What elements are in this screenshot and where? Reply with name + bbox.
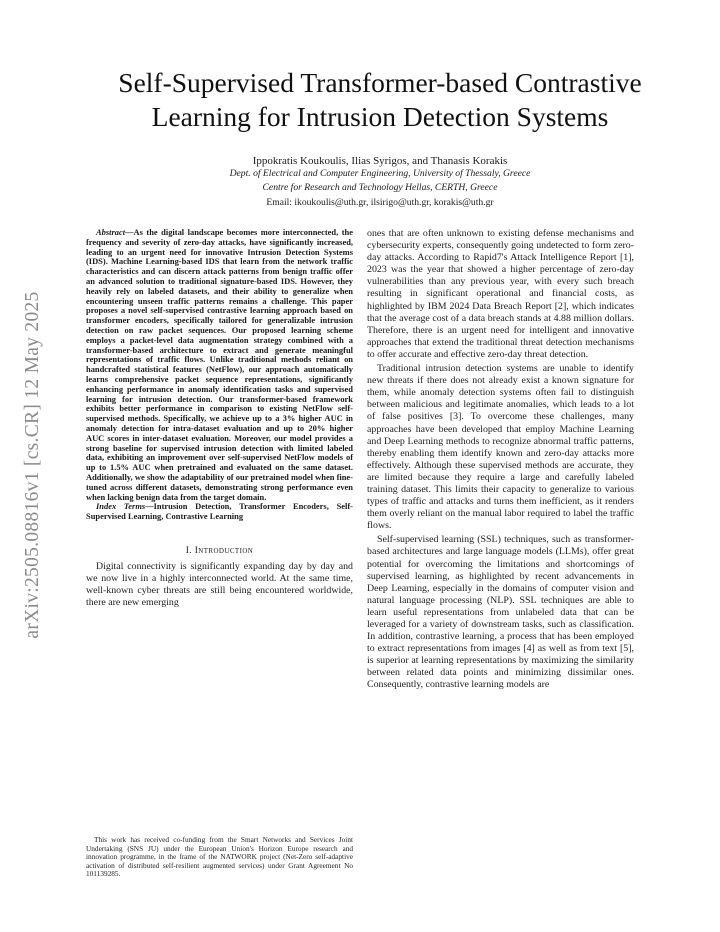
intro-paragraph-continued: ones that are often unknown to existing defense mechanisms and cybersecurity experts, consequently going undetected to form zero-day attacks. According to Rapid7's Attack Intelligence Report [1], 2023 was the year that showed a higher percentage of zero-day vulnerabilities than any previous year, with every such breach resulting in significant operational and financial costs, as highlighted by IBM 2024 Data Breach Report [2], which indicates that the average cost of a data breach stands at 4.88 million dollars. Therefore, there is an urgent need for intelligent and innovative approaches that extend the traditional threat detection mechanisms to offer accurate and effective zero-day threat detection.	[367, 228, 634, 360]
funding-footnote: This work has received co-funding from the Smart Networks and Services Joint Undertaking (SNS JU) under the European Union's Horizon Europe research and innovation programme, in the frame of the NATWORK project (Net-Zero self-adaptive activation of distributed self-resilient augmented services) under Grant Agreement No 101139285.	[86, 835, 353, 879]
abstract-label: Abstract	[96, 227, 126, 237]
section-heading-introduction: I. Introduction	[185, 545, 254, 556]
intro-paragraph-2: Traditional intrusion detection systems are unable to identify new threats if there does not already exist a known signature for them, while anomaly detection systems often fail to distinguish between malicious and legitimate anomalies, which leads to a lot of false positives [3]. To overcome these challenges, many approaches have been developed that employ Machine Learning and Deep Learning methods to recognize abnormal traffic patterns, thereby enabling them identify known and zero-day attacks more effectively. Although these supervised methods are accurate, they are limited because they require a large and carefully labeled training dataset. This limits their capacity to generalize to various types of traffic and attacks and turns them inefficient, as it renders them overly reliant on the manual labor required to label the traffic flows.	[367, 363, 634, 532]
index-terms-text: —Intrusion Detection, Transformer Encoders, Self-Supervised Learning, Contrastive Learning	[86, 501, 353, 522]
paper-title: Self-Supervised Transformer-based Contrastive Learning for Intrusion Detection Systems	[118, 67, 642, 132]
intro-paragraph-3: Self-supervised learning (SSL) techniques, such as transformer-based architectures and large language models (LLMs), offer great potential for overcoming the limitations and shortcomings of supervised learning, as highlighted by recent advancements in Deep Learning, especially in the domains of computer vision and natural language processing (NLP). SSL techniques are able to learn useful representations from unlabeled data that can be leveraged for a variety of downstream tasks, such as classification. In addition, contrastive learning, a process that has been employed to extract representations from images [4] as well as from text [5], is superior at learning representations by maximizing the similarity between related data points and minimizing dissimilar ones. Consequently, contrastive learning models are	[367, 534, 634, 691]
index-terms	[86, 502, 353, 522]
author-list: Ippokratis Koukoulis, Ilias Syrigos, and Thanasis Korakis	[252, 155, 508, 167]
affiliation-2: Centre for Research and Technology Hellas, CERTH, Greece	[262, 182, 498, 193]
affiliation-1: Dept. of Electrical and Computer Engineering, University of Thessaly, Greece	[229, 168, 531, 179]
abstract	[86, 228, 353, 502]
intro-paragraph-1: Digital connectivity is significantly expanding day by day and we now live in a highly interconnected world. At the same time, well-known cyber threats are still being encountered worldwide, there are new emerging	[86, 560, 353, 609]
author-emails: Email: ikoukoulis@uth.gr, ilsirigo@uth.gr, korakis@uth.gr	[266, 197, 494, 208]
abstract-text: —As the digital landscape becomes more interconnected, the frequency and severity of zero-day attacks, have significantly increased, leading to an urgent need for innovative Intrusion Detection Systems (IDS). Machine Learning-based IDS that learn from the network traffic characteristics and can discern attack patterns from benign traffic offer an advanced solution to traditional signature-based IDS. However, they heavily rely on labeled datasets, and their ability to generalize when encountering unseen traffic patterns remains a challenge. This paper proposes a novel self-supervised contrastive learning approach based on transformer encoders, specifically tailored for generalizable intrusion detection on raw packet sequences. Our proposed learning scheme employs a packet-level data augmentation strategy combined with a transformer-based architecture to extract and generate meaningful representations of traffic flows. Unlike traditional methods reliant on handcrafted statistical features (NetFlow), our approach automatically learns comprehensive packet sequence representations, significantly enhancing performance in anomaly identification tasks and supervised learning for intrusion detection. Our transformer-based framework exhibits better performance in comparison to existing NetFlow self-supervised methods. Specifically, we achieve up to a 3% higher AUC in anomaly detection for intra-dataset evaluation and up to 20% higher AUC scores in inter-dataset evaluation. Moreover, our model provides a strong baseline for supervised intrusion detection with limited labeled data, exhibiting an improvement over self-supervised NetFlow models of up to 1.5% AUC when pretrained and evaluated on the same dataset. Additionally, we show the adaptability of our pretrained model when fine-tuned across different datasets, demonstrating strong performance even when lacking benign data from the target domain.	[86, 227, 353, 502]
arxiv-side-stamp	[0, 0, 60, 932]
right-column	[367, 228, 634, 692]
left-column	[86, 228, 353, 609]
arxiv-identifier: arXiv:2505.08816v1 [cs.CR] 12 May 2025	[22, 291, 43, 639]
index-terms-label: Index Terms	[96, 501, 146, 512]
